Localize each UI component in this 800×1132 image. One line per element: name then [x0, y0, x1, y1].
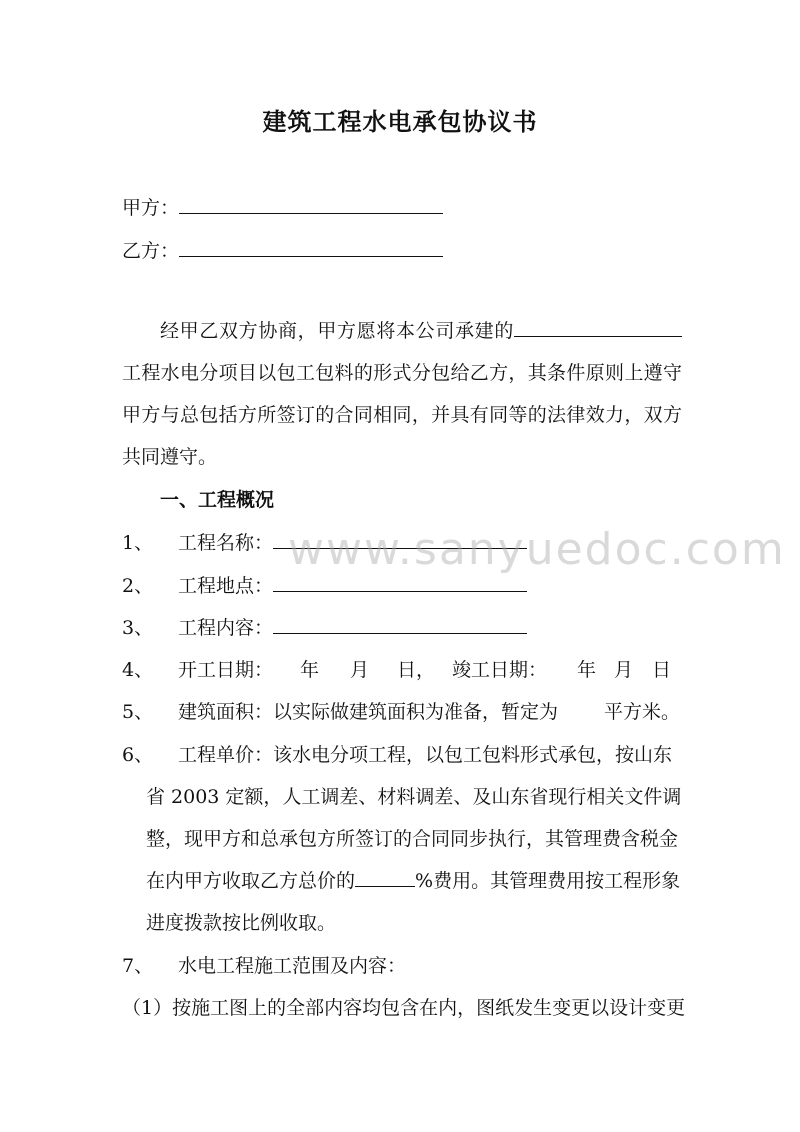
intro-text-before: 经甲乙双方协商，甲方愿将本公司承建的 [160, 320, 514, 342]
watermark-text: www.sanyuedoc.com [288, 524, 786, 575]
fee-text-before: 在内甲方收取乙方总价的 [146, 870, 356, 892]
unit-price-line-2: 省 2003 定额，人工调差、材料调差、及山东省现行相关文件调 [146, 786, 682, 808]
party-a-line [122, 193, 443, 220]
unit-price-line-4 [146, 866, 680, 893]
project-blank [514, 316, 682, 337]
start-month: 月 [350, 659, 370, 681]
item-number: 2、 [122, 575, 154, 597]
item-project-content [178, 613, 527, 640]
section-heading-overview: 一、工程概况 [160, 489, 275, 511]
end-month: 月 [614, 659, 634, 681]
item-number: 1、 [122, 532, 154, 554]
building-area-text: 建筑面积：以实际做建筑面积为准备，暂定为 [178, 701, 559, 723]
end-year: 年 [577, 659, 597, 681]
item-number: 6、 [122, 744, 154, 766]
item-label: 工程名称： [178, 532, 274, 554]
item-number: 3、 [122, 617, 154, 639]
fee-percent-blank [355, 866, 415, 887]
party-a-blank [179, 193, 443, 214]
clause-1-text: （1）按施工图上的全部内容均包含在内，图纸发生变更以设计变更 [122, 997, 686, 1019]
end-date-label: 竣工日期： [452, 659, 548, 681]
item-number: 5、 [122, 701, 154, 723]
party-b-label: 乙方： [122, 240, 180, 262]
start-year: 年 [300, 659, 320, 681]
start-day: 日， [397, 659, 436, 681]
item-label: 工程地点： [178, 575, 274, 597]
intro-text-after: 工程水电分项目以包工包料的形式分包给乙方，其条件原则上遵守甲方与总包括方所签订的合同相同，并具有同等的法律效力，双方共同遵守。 [122, 362, 682, 468]
item-number: 4、 [122, 659, 154, 681]
intro-paragraph [122, 310, 682, 478]
item-project-location [178, 571, 527, 598]
unit-price-line-3: 整，现甲方和总承包方所签订的合同同步执行，其管理费含税金 [146, 828, 679, 850]
project-content-blank [273, 613, 527, 634]
unit-price-line-1: 工程单价：该水电分项工程，以包工包料形式承包，按山东 [178, 744, 673, 766]
fee-text-after: %费用。其管理费用按工程形象 [415, 870, 681, 892]
scope-label: 水电工程施工范围及内容： [178, 955, 407, 977]
item-number: 7、 [122, 955, 154, 977]
item-label: 工程内容： [178, 617, 274, 639]
party-b-line [122, 236, 443, 263]
unit-price-line-5: 进度拨款按比例收取。 [146, 912, 337, 934]
document-title: 建筑工程水电承包协议书 [262, 107, 538, 136]
start-date-label: 开工日期： [178, 659, 274, 681]
building-area-unit: 平方米。 [604, 701, 681, 723]
party-a-label: 甲方： [122, 197, 180, 219]
end-day: 日 [652, 659, 672, 681]
party-b-blank [179, 236, 443, 257]
